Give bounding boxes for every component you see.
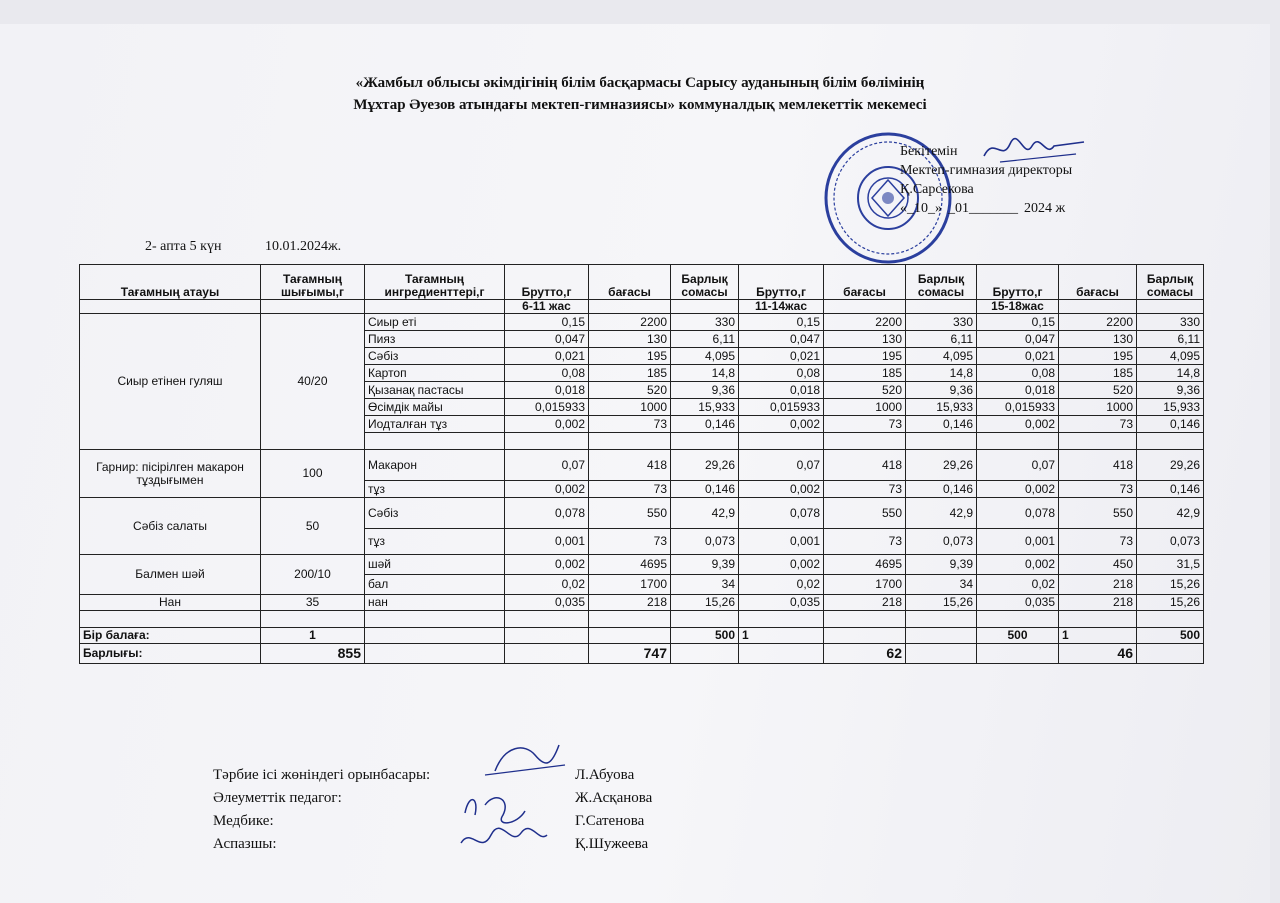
dish-yield: 50 bbox=[261, 498, 365, 555]
ingredient-value: 0,07 bbox=[977, 450, 1059, 481]
ingredient-value: 0,08 bbox=[977, 365, 1059, 382]
ingredient-value: 9,36 bbox=[906, 382, 977, 399]
total-row bbox=[80, 644, 1204, 664]
ingredient-row bbox=[80, 498, 1204, 529]
ingredient-value bbox=[977, 433, 1059, 450]
ingredient-value: 0,001 bbox=[977, 529, 1059, 555]
ingredient-value: 4695 bbox=[824, 555, 906, 575]
ingredient-value: 130 bbox=[589, 331, 671, 348]
ingredient-value: 42,9 bbox=[1137, 498, 1204, 529]
ingredient-value: 520 bbox=[1059, 382, 1137, 399]
ingredient-value: 130 bbox=[1059, 331, 1137, 348]
ingredient-value: 195 bbox=[589, 348, 671, 365]
staff-name: Ж.Асқанова bbox=[575, 790, 653, 806]
ingredient-value: 0,002 bbox=[977, 555, 1059, 575]
ingredient-value: 73 bbox=[1059, 529, 1137, 555]
date-day: «_10_» bbox=[900, 201, 942, 216]
ingredient-value: 9,36 bbox=[1137, 382, 1204, 399]
total-label: Барлығы: bbox=[80, 644, 261, 664]
total-qty: 855 bbox=[261, 644, 365, 664]
menu-body bbox=[80, 314, 1204, 611]
ingredient-value: 15,933 bbox=[906, 399, 977, 416]
ingredient-name: бал bbox=[365, 575, 505, 595]
col-header: Тағамның шығымы,г bbox=[261, 265, 365, 300]
ingredient-value: 73 bbox=[589, 529, 671, 555]
ingredient-value: 0,078 bbox=[977, 498, 1059, 529]
age-group: 15-18жас bbox=[977, 300, 1059, 314]
ingredient-value: 218 bbox=[1059, 575, 1137, 595]
ingredient-value: 0,035 bbox=[505, 595, 589, 611]
org-line-1: «Жамбыл облысы әкімдігінің білім басқармасы Сарысу ауданының білім бөлімінің bbox=[355, 75, 925, 91]
per-child-label: Бір балаға: bbox=[80, 628, 261, 644]
week-info bbox=[145, 239, 381, 255]
table-header-row bbox=[80, 265, 1204, 300]
ingredient-value: 1700 bbox=[824, 575, 906, 595]
ingredient-value: 0,015933 bbox=[739, 399, 824, 416]
ingredient-value: 0,002 bbox=[977, 416, 1059, 433]
week-label: 2- апта 5 күн bbox=[145, 239, 222, 254]
ingredient-value: 15,933 bbox=[1137, 399, 1204, 416]
staff-name: Г.Сатенова bbox=[575, 813, 645, 829]
ingredient-value: 0,146 bbox=[671, 481, 739, 498]
col-header: бағасы bbox=[824, 265, 906, 300]
ingredient-value: 0,002 bbox=[739, 416, 824, 433]
ingredient-value: 0,073 bbox=[1137, 529, 1204, 555]
ingredient-row bbox=[80, 450, 1204, 481]
ingredient-name: Сәбіз bbox=[365, 348, 505, 365]
ingredient-value: 0,078 bbox=[505, 498, 589, 529]
col-header: Тағамның атауы bbox=[80, 265, 261, 300]
ingredient-value bbox=[906, 433, 977, 450]
ingredient-value: 73 bbox=[589, 416, 671, 433]
week-date: 10.01.2024ж. bbox=[264, 239, 342, 254]
per-child-sum: 500 bbox=[1137, 628, 1204, 644]
ingredient-value: 450 bbox=[1059, 555, 1137, 575]
ingredient-value bbox=[1059, 433, 1137, 450]
dish-yield: 200/10 bbox=[261, 555, 365, 595]
ingredient-value: 4695 bbox=[589, 555, 671, 575]
ingredient-value: 0,002 bbox=[739, 481, 824, 498]
ingredient-value: 42,9 bbox=[906, 498, 977, 529]
ingredient-name: Өсімдік майы bbox=[365, 399, 505, 416]
staff-list bbox=[213, 764, 652, 856]
ingredient-row bbox=[80, 595, 1204, 611]
dish-name: Балмен шәй bbox=[80, 555, 261, 595]
ingredient-value: 520 bbox=[824, 382, 906, 399]
col-header: Барлық сомасы bbox=[1137, 265, 1204, 300]
ingredient-value: 73 bbox=[1059, 481, 1137, 498]
staff-name: Қ.Шужеева bbox=[575, 836, 649, 852]
ingredient-value: 0,047 bbox=[977, 331, 1059, 348]
col-header: Тағамның ингредиенттері,г bbox=[365, 265, 505, 300]
ingredient-value: 31,5 bbox=[1137, 555, 1204, 575]
ingredient-value: 14,8 bbox=[671, 365, 739, 382]
ingredient-name: Қызанақ пастасы bbox=[365, 382, 505, 399]
col-header: Брутто,г bbox=[977, 265, 1059, 300]
ingredient-value: 0,08 bbox=[505, 365, 589, 382]
ingredient-value: 185 bbox=[824, 365, 906, 382]
organization-heading bbox=[120, 72, 1160, 116]
ingredient-value: 14,8 bbox=[1137, 365, 1204, 382]
staff-role: Әлеуметтік педагог: bbox=[213, 790, 342, 806]
ingredient-value: 520 bbox=[589, 382, 671, 399]
col-header: Барлық сомасы bbox=[671, 265, 739, 300]
dish-yield: 40/20 bbox=[261, 314, 365, 450]
ingredient-name: Иодталған тұз bbox=[365, 416, 505, 433]
ingredient-value: 73 bbox=[824, 529, 906, 555]
per-child-qty: 1 bbox=[261, 628, 365, 644]
staff-row bbox=[213, 764, 652, 787]
approval-line-1: Бекітемін bbox=[900, 144, 958, 159]
age-group-row bbox=[80, 300, 1204, 314]
ingredient-value: 0,073 bbox=[906, 529, 977, 555]
ingredient-value: 29,26 bbox=[1137, 450, 1204, 481]
ingredient-value: 330 bbox=[1137, 314, 1204, 331]
ingredient-value: 130 bbox=[824, 331, 906, 348]
ingredient-value: 0,035 bbox=[977, 595, 1059, 611]
ingredient-value: 14,8 bbox=[906, 365, 977, 382]
ingredient-value: 15,26 bbox=[1137, 575, 1204, 595]
ingredient-value: 0,002 bbox=[505, 416, 589, 433]
ingredient-value bbox=[505, 433, 589, 450]
ingredient-value: 1000 bbox=[1059, 399, 1137, 416]
ingredient-value: 4,095 bbox=[671, 348, 739, 365]
age-group: 6-11 жас bbox=[505, 300, 589, 314]
dish-name: Нан bbox=[80, 595, 261, 611]
ingredient-value: 0,002 bbox=[977, 481, 1059, 498]
ingredient-value: 218 bbox=[824, 595, 906, 611]
ingredient-value: 15,26 bbox=[671, 595, 739, 611]
ingredient-value: 330 bbox=[906, 314, 977, 331]
ingredient-value: 195 bbox=[1059, 348, 1137, 365]
ingredient-name: Картоп bbox=[365, 365, 505, 382]
ingredient-name: Сәбіз bbox=[365, 498, 505, 529]
ingredient-value: 550 bbox=[824, 498, 906, 529]
ingredient-value: 195 bbox=[824, 348, 906, 365]
ingredient-value: 0,146 bbox=[906, 416, 977, 433]
ingredient-name bbox=[365, 433, 505, 450]
ingredient-value: 1000 bbox=[824, 399, 906, 416]
ingredient-value: 0,018 bbox=[505, 382, 589, 399]
ingredient-value: 0,021 bbox=[977, 348, 1059, 365]
ingredient-value: 29,26 bbox=[906, 450, 977, 481]
col-header: Брутто,г bbox=[739, 265, 824, 300]
col-header: бағасы bbox=[589, 265, 671, 300]
ingredient-value: 0,018 bbox=[739, 382, 824, 399]
per-child-row bbox=[80, 628, 1204, 644]
ingredient-value: 0,047 bbox=[505, 331, 589, 348]
ingredient-value: 2200 bbox=[824, 314, 906, 331]
dish-name: Гарнир: пісірілген макарон тұздығымен bbox=[80, 450, 261, 498]
ingredient-value: 6,11 bbox=[1137, 331, 1204, 348]
dish-yield: 35 bbox=[261, 595, 365, 611]
ingredient-value: 0,035 bbox=[739, 595, 824, 611]
ingredient-value: 0,15 bbox=[977, 314, 1059, 331]
ingredient-value: 0,015933 bbox=[505, 399, 589, 416]
approval-line-2: Мектеп-гимназия директоры bbox=[900, 163, 1073, 178]
staff-role: Тәрбие ісі жөніндегі орынбасары: bbox=[213, 767, 431, 783]
col-header: Барлық сомасы bbox=[906, 265, 977, 300]
ingredient-value: 550 bbox=[589, 498, 671, 529]
ingredient-value: 0,001 bbox=[505, 529, 589, 555]
ingredient-value: 0,018 bbox=[977, 382, 1059, 399]
per-child-qty: 1 bbox=[739, 628, 824, 644]
ingredient-value: 6,11 bbox=[671, 331, 739, 348]
date-year: 2024 ж bbox=[1024, 201, 1066, 216]
date-month: _01_______ bbox=[948, 201, 1018, 216]
ingredient-value: 15,26 bbox=[1137, 595, 1204, 611]
ingredient-value: 0,02 bbox=[739, 575, 824, 595]
ingredient-value bbox=[739, 433, 824, 450]
ingredient-value: 6,11 bbox=[906, 331, 977, 348]
ingredient-value bbox=[589, 433, 671, 450]
dish-yield: 100 bbox=[261, 450, 365, 498]
spacer-row bbox=[80, 611, 1204, 628]
ingredient-value: 550 bbox=[1059, 498, 1137, 529]
total-group-1: 747 bbox=[589, 644, 671, 664]
ingredient-value bbox=[824, 433, 906, 450]
ingredient-value: 73 bbox=[824, 416, 906, 433]
ingredient-value: 34 bbox=[906, 575, 977, 595]
ingredient-value: 0,146 bbox=[1137, 481, 1204, 498]
ingredient-value: 29,26 bbox=[671, 450, 739, 481]
staff-row bbox=[213, 810, 652, 833]
staff-role: Аспазшы: bbox=[213, 836, 277, 852]
approval-line-3: Қ.Сарсекова bbox=[900, 182, 974, 197]
ingredient-value: 0,002 bbox=[505, 555, 589, 575]
dish-name: Сиыр етінен гуляш bbox=[80, 314, 261, 450]
ingredient-value: 0,146 bbox=[906, 481, 977, 498]
ingredient-name: шәй bbox=[365, 555, 505, 575]
ingredient-value: 42,9 bbox=[671, 498, 739, 529]
ingredient-value: 0,078 bbox=[739, 498, 824, 529]
ingredient-value: 418 bbox=[1059, 450, 1137, 481]
ingredient-name: тұз bbox=[365, 529, 505, 555]
ingredient-value: 0,07 bbox=[505, 450, 589, 481]
staff-row bbox=[213, 787, 652, 810]
staff-name: Л.Абуова bbox=[575, 767, 635, 783]
age-group: 11-14жас bbox=[739, 300, 824, 314]
ingredient-value: 418 bbox=[824, 450, 906, 481]
staff-row bbox=[213, 833, 652, 856]
col-header: Брутто,г bbox=[505, 265, 589, 300]
total-group-3: 46 bbox=[1059, 644, 1137, 664]
ingredient-value: 1700 bbox=[589, 575, 671, 595]
ingredient-value: 15,26 bbox=[906, 595, 977, 611]
ingredient-row bbox=[80, 555, 1204, 575]
ingredient-value: 73 bbox=[824, 481, 906, 498]
ingredient-value: 0,002 bbox=[505, 481, 589, 498]
ingredient-value: 73 bbox=[1059, 416, 1137, 433]
ingredient-value: 73 bbox=[589, 481, 671, 498]
ingredient-value: 0,15 bbox=[739, 314, 824, 331]
ingredient-value: 0,146 bbox=[671, 416, 739, 433]
ingredient-value: 9,39 bbox=[671, 555, 739, 575]
approval-block bbox=[900, 142, 1072, 218]
staff-role: Медбике: bbox=[213, 813, 274, 829]
per-child-sum: 500 bbox=[671, 628, 739, 644]
ingredient-value: 0,002 bbox=[739, 555, 824, 575]
ingredient-value: 0,001 bbox=[739, 529, 824, 555]
ingredient-name: нан bbox=[365, 595, 505, 611]
ingredient-name: Макарон bbox=[365, 450, 505, 481]
ingredient-value: 2200 bbox=[589, 314, 671, 331]
ingredient-value: 0,02 bbox=[977, 575, 1059, 595]
per-child-sum: 500 bbox=[977, 628, 1059, 644]
per-child-qty: 1 bbox=[1059, 628, 1137, 644]
ingredient-value: 34 bbox=[671, 575, 739, 595]
ingredient-value: 0,021 bbox=[505, 348, 589, 365]
ingredient-value: 4,095 bbox=[1137, 348, 1204, 365]
ingredient-value: 0,015933 bbox=[977, 399, 1059, 416]
ingredient-value: 9,36 bbox=[671, 382, 739, 399]
ingredient-value: 0,02 bbox=[505, 575, 589, 595]
ingredient-value: 185 bbox=[589, 365, 671, 382]
ingredient-value: 15,933 bbox=[671, 399, 739, 416]
col-header: бағасы bbox=[1059, 265, 1137, 300]
dish-name: Сәбіз салаты bbox=[80, 498, 261, 555]
ingredient-value: 1000 bbox=[589, 399, 671, 416]
ingredient-name: Пияз bbox=[365, 331, 505, 348]
ingredient-value bbox=[1137, 433, 1204, 450]
ingredient-value bbox=[671, 433, 739, 450]
ingredient-value: 2200 bbox=[1059, 314, 1137, 331]
ingredient-value: 4,095 bbox=[906, 348, 977, 365]
ingredient-value: 0,07 bbox=[739, 450, 824, 481]
ingredient-name: Сиыр еті bbox=[365, 314, 505, 331]
ingredient-value: 418 bbox=[589, 450, 671, 481]
ingredient-value: 9,39 bbox=[906, 555, 977, 575]
total-group-2: 62 bbox=[824, 644, 906, 664]
ingredient-value: 0,146 bbox=[1137, 416, 1204, 433]
ingredient-value: 185 bbox=[1059, 365, 1137, 382]
ingredient-value: 0,073 bbox=[671, 529, 739, 555]
ingredient-value: 330 bbox=[671, 314, 739, 331]
menu-table bbox=[79, 264, 1204, 664]
ingredient-value: 0,021 bbox=[739, 348, 824, 365]
ingredient-value: 0,15 bbox=[505, 314, 589, 331]
ingredient-value: 218 bbox=[1059, 595, 1137, 611]
ingredient-value: 218 bbox=[589, 595, 671, 611]
ingredient-value: 0,08 bbox=[739, 365, 824, 382]
ingredient-row bbox=[80, 314, 1204, 331]
approval-date bbox=[900, 199, 1072, 218]
org-line-2: Мұхтар Әуезов атындағы мектеп-гимназиясы» коммуналдық мемлекеттік мекемесі bbox=[353, 97, 927, 113]
ingredient-value: 0,047 bbox=[739, 331, 824, 348]
ingredient-name: тұз bbox=[365, 481, 505, 498]
